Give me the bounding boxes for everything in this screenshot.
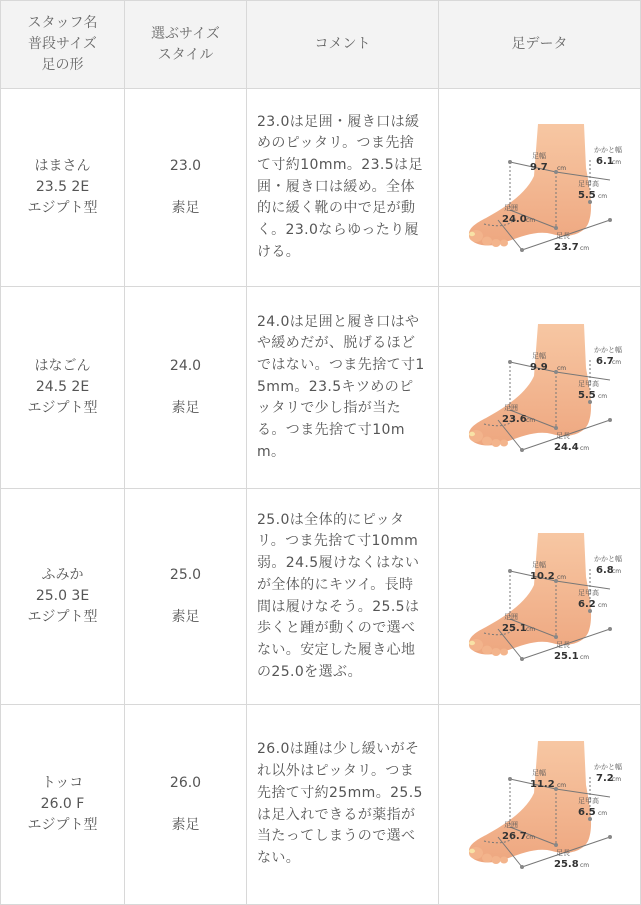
header-staff-line2: 普段サイズ xyxy=(28,36,97,52)
header-row xyxy=(1,1,641,89)
staff-foot-shape: エジプト型 xyxy=(27,200,98,216)
chosen-cell xyxy=(125,287,247,489)
length-label: 足長 xyxy=(555,432,570,440)
header-chosen-line2: スタイル xyxy=(157,46,214,63)
foot-data-cell xyxy=(439,705,641,905)
foot-width-value: 11.2 xyxy=(529,779,555,790)
header-foot-data: 足データ xyxy=(439,1,641,89)
comment-cell: 26.0は踵は少し緩いがそれ以外はピッタリ。つま先捨て寸約25mm。25.5は足入れできるが薬指が当たってしまうので選べない。 xyxy=(247,705,439,905)
header-staff-line3: 足の形 xyxy=(41,57,84,73)
girth-unit: cm xyxy=(525,626,535,633)
instep-height-value: 6.5 xyxy=(577,807,596,818)
staff-foot-shape: エジプト型 xyxy=(27,400,98,416)
foot-illustration xyxy=(460,737,620,872)
length-unit: cm xyxy=(579,654,589,661)
header-comment: コメント xyxy=(247,1,439,89)
chosen-size: 23.0 xyxy=(169,158,202,174)
chosen-cell xyxy=(125,89,247,287)
staff-name: ふみか xyxy=(41,567,84,583)
foot-width-unit: cm xyxy=(556,365,566,372)
foot-data-cell xyxy=(439,489,641,705)
chosen-style: 素足 xyxy=(171,817,200,833)
length-label: 足長 xyxy=(555,641,570,649)
foot-width-label: 足幅 xyxy=(531,769,546,777)
staff-cell xyxy=(1,489,125,705)
length-unit: cm xyxy=(579,245,589,252)
heel-width-label: かかと幅 xyxy=(593,763,622,771)
staff-usual-size: 23.5 2E xyxy=(35,179,90,195)
girth-value: 24.0 xyxy=(501,214,527,225)
heel-width-label: かかと幅 xyxy=(593,555,622,563)
instep-height-label: 足甲高 xyxy=(577,589,599,597)
foot-illustration xyxy=(460,320,620,455)
instep-height-unit: cm xyxy=(597,810,607,817)
heel-width-label: かかと幅 xyxy=(593,146,622,154)
instep-height-label: 足甲高 xyxy=(577,797,599,805)
foot-width-label: 足幅 xyxy=(531,152,546,160)
foot-width-label: 足幅 xyxy=(531,352,546,360)
staff-cell xyxy=(1,705,125,905)
table-row xyxy=(1,287,641,489)
instep-height-unit: cm xyxy=(597,602,607,609)
heel-width-unit: cm xyxy=(611,776,621,783)
foot-width-unit: cm xyxy=(556,165,566,172)
staff-foot-shape: エジプト型 xyxy=(27,817,98,833)
foot-data-cell xyxy=(439,287,641,489)
staff-cell xyxy=(1,287,125,489)
table-row xyxy=(1,89,641,287)
staff-name: トッコ xyxy=(41,775,84,791)
girth-unit: cm xyxy=(525,834,535,841)
heel-width-unit: cm xyxy=(611,159,621,166)
table-row xyxy=(1,489,641,705)
instep-height-value: 5.5 xyxy=(577,190,596,201)
staff-name: はまさん xyxy=(34,158,91,174)
foot-illustration xyxy=(460,120,620,255)
chosen-style: 素足 xyxy=(171,200,200,216)
heel-width-value: 6.8 xyxy=(595,565,614,576)
length-label: 足長 xyxy=(555,849,570,857)
staff-name: はなごん xyxy=(34,358,91,374)
chosen-style: 素足 xyxy=(171,400,200,416)
staff-usual-size: 24.5 2E xyxy=(35,379,90,395)
instep-height-unit: cm xyxy=(597,193,607,200)
comment-cell: 23.0は足囲・履き口は緩めのピッタリ。つま先捨て寸約10mm。23.5は足囲・履き口は緩め。全体的に緩く靴の中で足が動く。23.0ならゆったり履ける。 xyxy=(247,89,439,287)
instep-height-value: 5.5 xyxy=(577,390,596,401)
girth-unit: cm xyxy=(525,417,535,424)
girth-value: 25.1 xyxy=(501,623,527,634)
chosen-style: 素足 xyxy=(171,609,200,625)
heel-width-value: 6.1 xyxy=(595,156,614,167)
length-unit: cm xyxy=(579,862,589,869)
heel-width-label: かかと幅 xyxy=(593,346,622,354)
staff-cell xyxy=(1,89,125,287)
heel-width-unit: cm xyxy=(611,359,621,366)
chosen-cell xyxy=(125,489,247,705)
instep-height-label: 足甲高 xyxy=(577,180,599,188)
foot-data-cell xyxy=(439,89,641,287)
chosen-cell xyxy=(125,705,247,905)
header-chosen-line1: 選ぶサイズ xyxy=(151,25,220,42)
foot-width-value: 10.2 xyxy=(529,571,555,582)
foot-shape xyxy=(468,533,590,654)
instep-height-value: 6.2 xyxy=(577,599,596,610)
staff-foot-shape: エジプト型 xyxy=(27,609,98,625)
foot-width-unit: cm xyxy=(556,782,566,789)
foot-width-value: 9.7 xyxy=(529,162,548,173)
staff-usual-size: 25.0 3E xyxy=(35,588,90,604)
header-chosen xyxy=(125,1,247,89)
heel-width-unit: cm xyxy=(611,568,621,575)
foot-width-label: 足幅 xyxy=(531,561,546,569)
length-value: 25.1 xyxy=(553,651,579,662)
header-staff xyxy=(1,1,125,89)
foot-shape xyxy=(468,324,590,445)
staff-usual-size: 26.0 F xyxy=(40,796,85,812)
foot-shape xyxy=(468,741,590,862)
girth-label: 足囲 xyxy=(503,613,518,621)
comment-cell: 25.0は全体的にピッタリ。つま先捨て寸10mm弱。24.5履けなくはないが全体的にキツイ。長時間は履けなそう。25.5は歩くと踵が動くので選べない。安定した履き心地の25.0を選ぶ。 xyxy=(247,489,439,705)
foot-width-unit: cm xyxy=(556,574,566,581)
comment-cell: 24.0は足囲と履き口はやや緩めだが、脱げるほどではない。つま先捨て寸15mm。23.5キツめのピッタリで少し指が当たる。つま先捨て寸10mm。 xyxy=(247,287,439,489)
girth-label: 足囲 xyxy=(503,821,518,829)
table-row xyxy=(1,705,641,905)
length-label: 足長 xyxy=(555,232,570,240)
girth-value: 23.6 xyxy=(501,414,527,425)
heel-width-value: 7.2 xyxy=(595,773,614,784)
girth-label: 足囲 xyxy=(503,204,518,212)
length-value: 24.4 xyxy=(553,442,579,453)
length-value: 25.8 xyxy=(553,859,579,870)
chosen-size: 25.0 xyxy=(169,567,202,583)
girth-unit: cm xyxy=(525,217,535,224)
instep-height-label: 足甲高 xyxy=(577,380,599,388)
foot-illustration xyxy=(460,529,620,664)
girth-value: 26.7 xyxy=(501,831,527,842)
foot-width-value: 9.9 xyxy=(529,362,548,373)
heel-width-value: 6.7 xyxy=(595,356,614,367)
length-value: 23.7 xyxy=(553,242,579,253)
chosen-size: 24.0 xyxy=(169,358,202,374)
girth-label: 足囲 xyxy=(503,404,518,412)
chosen-size: 26.0 xyxy=(169,775,202,791)
header-staff-line1: スタッフ名 xyxy=(27,15,98,31)
foot-shape xyxy=(468,124,590,245)
length-unit: cm xyxy=(579,445,589,452)
instep-height-unit: cm xyxy=(597,393,607,400)
